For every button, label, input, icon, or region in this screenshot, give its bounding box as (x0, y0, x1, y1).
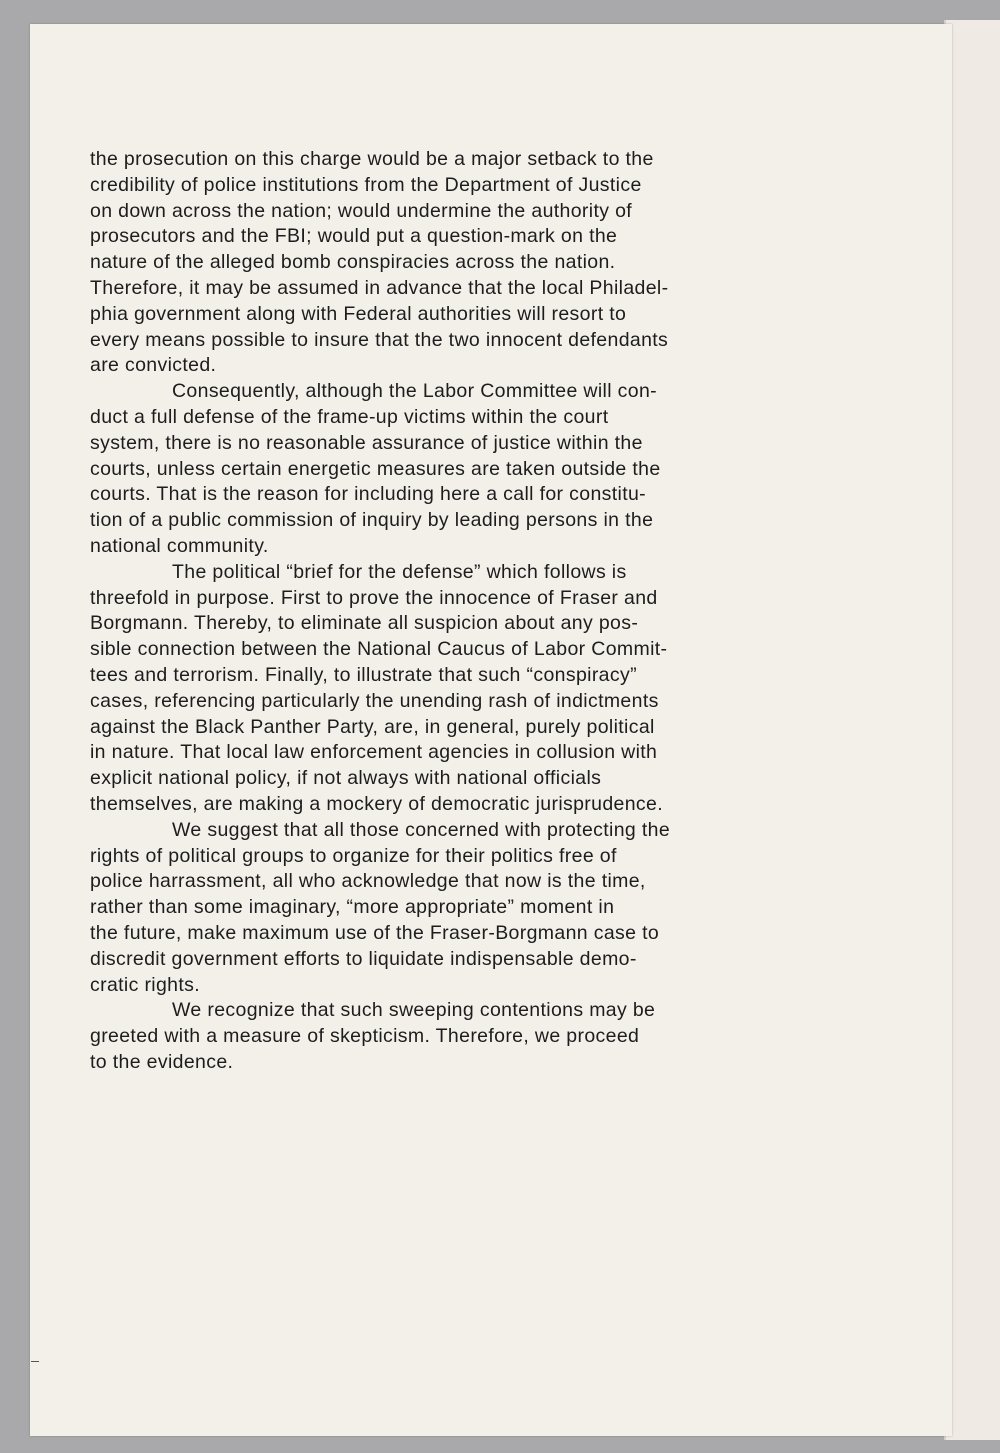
text-line: against the Black Panther Party, are, in general, purely political (90, 715, 655, 738)
text-line: police harrassment, all who acknowledge that now is the time, (90, 870, 646, 893)
paragraph-1 (90, 147, 790, 379)
text-line: cases, referencing particularly the unending rash of indictments (90, 689, 659, 712)
paragraph-5 (90, 998, 790, 1075)
paragraph-3 (90, 560, 790, 818)
text-line: every means possible to insure that the two innocent defendants (90, 328, 669, 351)
text-line: the future, make maximum use of the Fraser-Borgmann case to (90, 921, 660, 944)
text-line: the prosecution on this charge would be a major setback to the (90, 148, 654, 170)
text-line: explicit national policy, if not always with national officials (90, 767, 602, 790)
text-line: Therefore, it may be assumed in advance that the local Philadel- (90, 276, 669, 299)
text-line: discredit government efforts to liquidate indispensable demo- (90, 947, 637, 970)
text-line: Borgmann. Thereby, to eliminate all suspicion about any pos- (90, 612, 639, 635)
text-line: greeted with a measure of skepticism. Therefore, we proceed (90, 1025, 640, 1048)
text-line: We suggest that all those concerned with protecting the (172, 818, 671, 841)
text-line: phia government along with Federal authorities will resort to (90, 302, 627, 325)
text-line: themselves, are making a mockery of democratic jurisprudence. (90, 792, 663, 815)
text-line: duct a full defense of the frame-up victims within the court (90, 405, 609, 428)
text-line: on down across the nation; would undermine the authority of (90, 199, 633, 222)
text-line: national community. (90, 534, 269, 557)
text-line: cratic rights. (90, 973, 201, 996)
text-line: rights of political groups to organize for their politics free of (90, 844, 617, 867)
text-line: The political “brief for the defense” which follows is (172, 560, 627, 583)
text-line: threefold in purpose. First to prove the innocence of Fraser and (90, 586, 658, 609)
text-line: sible connection between the National Caucus of Labor Commit- (90, 638, 668, 661)
text-line: We recognize that such sweeping contentions may be (172, 999, 656, 1022)
text-line: credibility of police institutions from the Department of Justice (90, 173, 642, 196)
text-line: to the evidence. (90, 1050, 234, 1073)
text-line: courts, unless certain energetic measures are taken outside the (90, 457, 661, 480)
adjacent-page-edge (944, 20, 1000, 1440)
body-text (90, 147, 790, 1076)
text-line: in nature. That local law enforcement agencies in collusion with (90, 741, 658, 764)
text-line: courts. That is the reason for including here a call for constitu- (90, 483, 647, 506)
text-line: tees and terrorism. Finally, to illustrate that such “conspiracy” (90, 663, 637, 686)
paragraph-2 (90, 379, 790, 560)
text-line: system, there is no reasonable assurance of justice within the (90, 431, 643, 454)
text-line: tion of a public commission of inquiry by leading persons in the (90, 509, 654, 532)
margin-tick-mark (31, 1361, 39, 1362)
text-line: prosecutors and the FBI; would put a question-mark on the (90, 225, 618, 248)
text-line: are convicted. (90, 354, 217, 377)
text-line: nature of the alleged bomb conspiracies across the nation. (90, 251, 616, 274)
text-line: Consequently, although the Labor Committee will con- (172, 380, 658, 403)
paragraph-4 (90, 818, 790, 999)
text-line: rather than some imaginary, “more appropriate” moment in (90, 896, 615, 919)
